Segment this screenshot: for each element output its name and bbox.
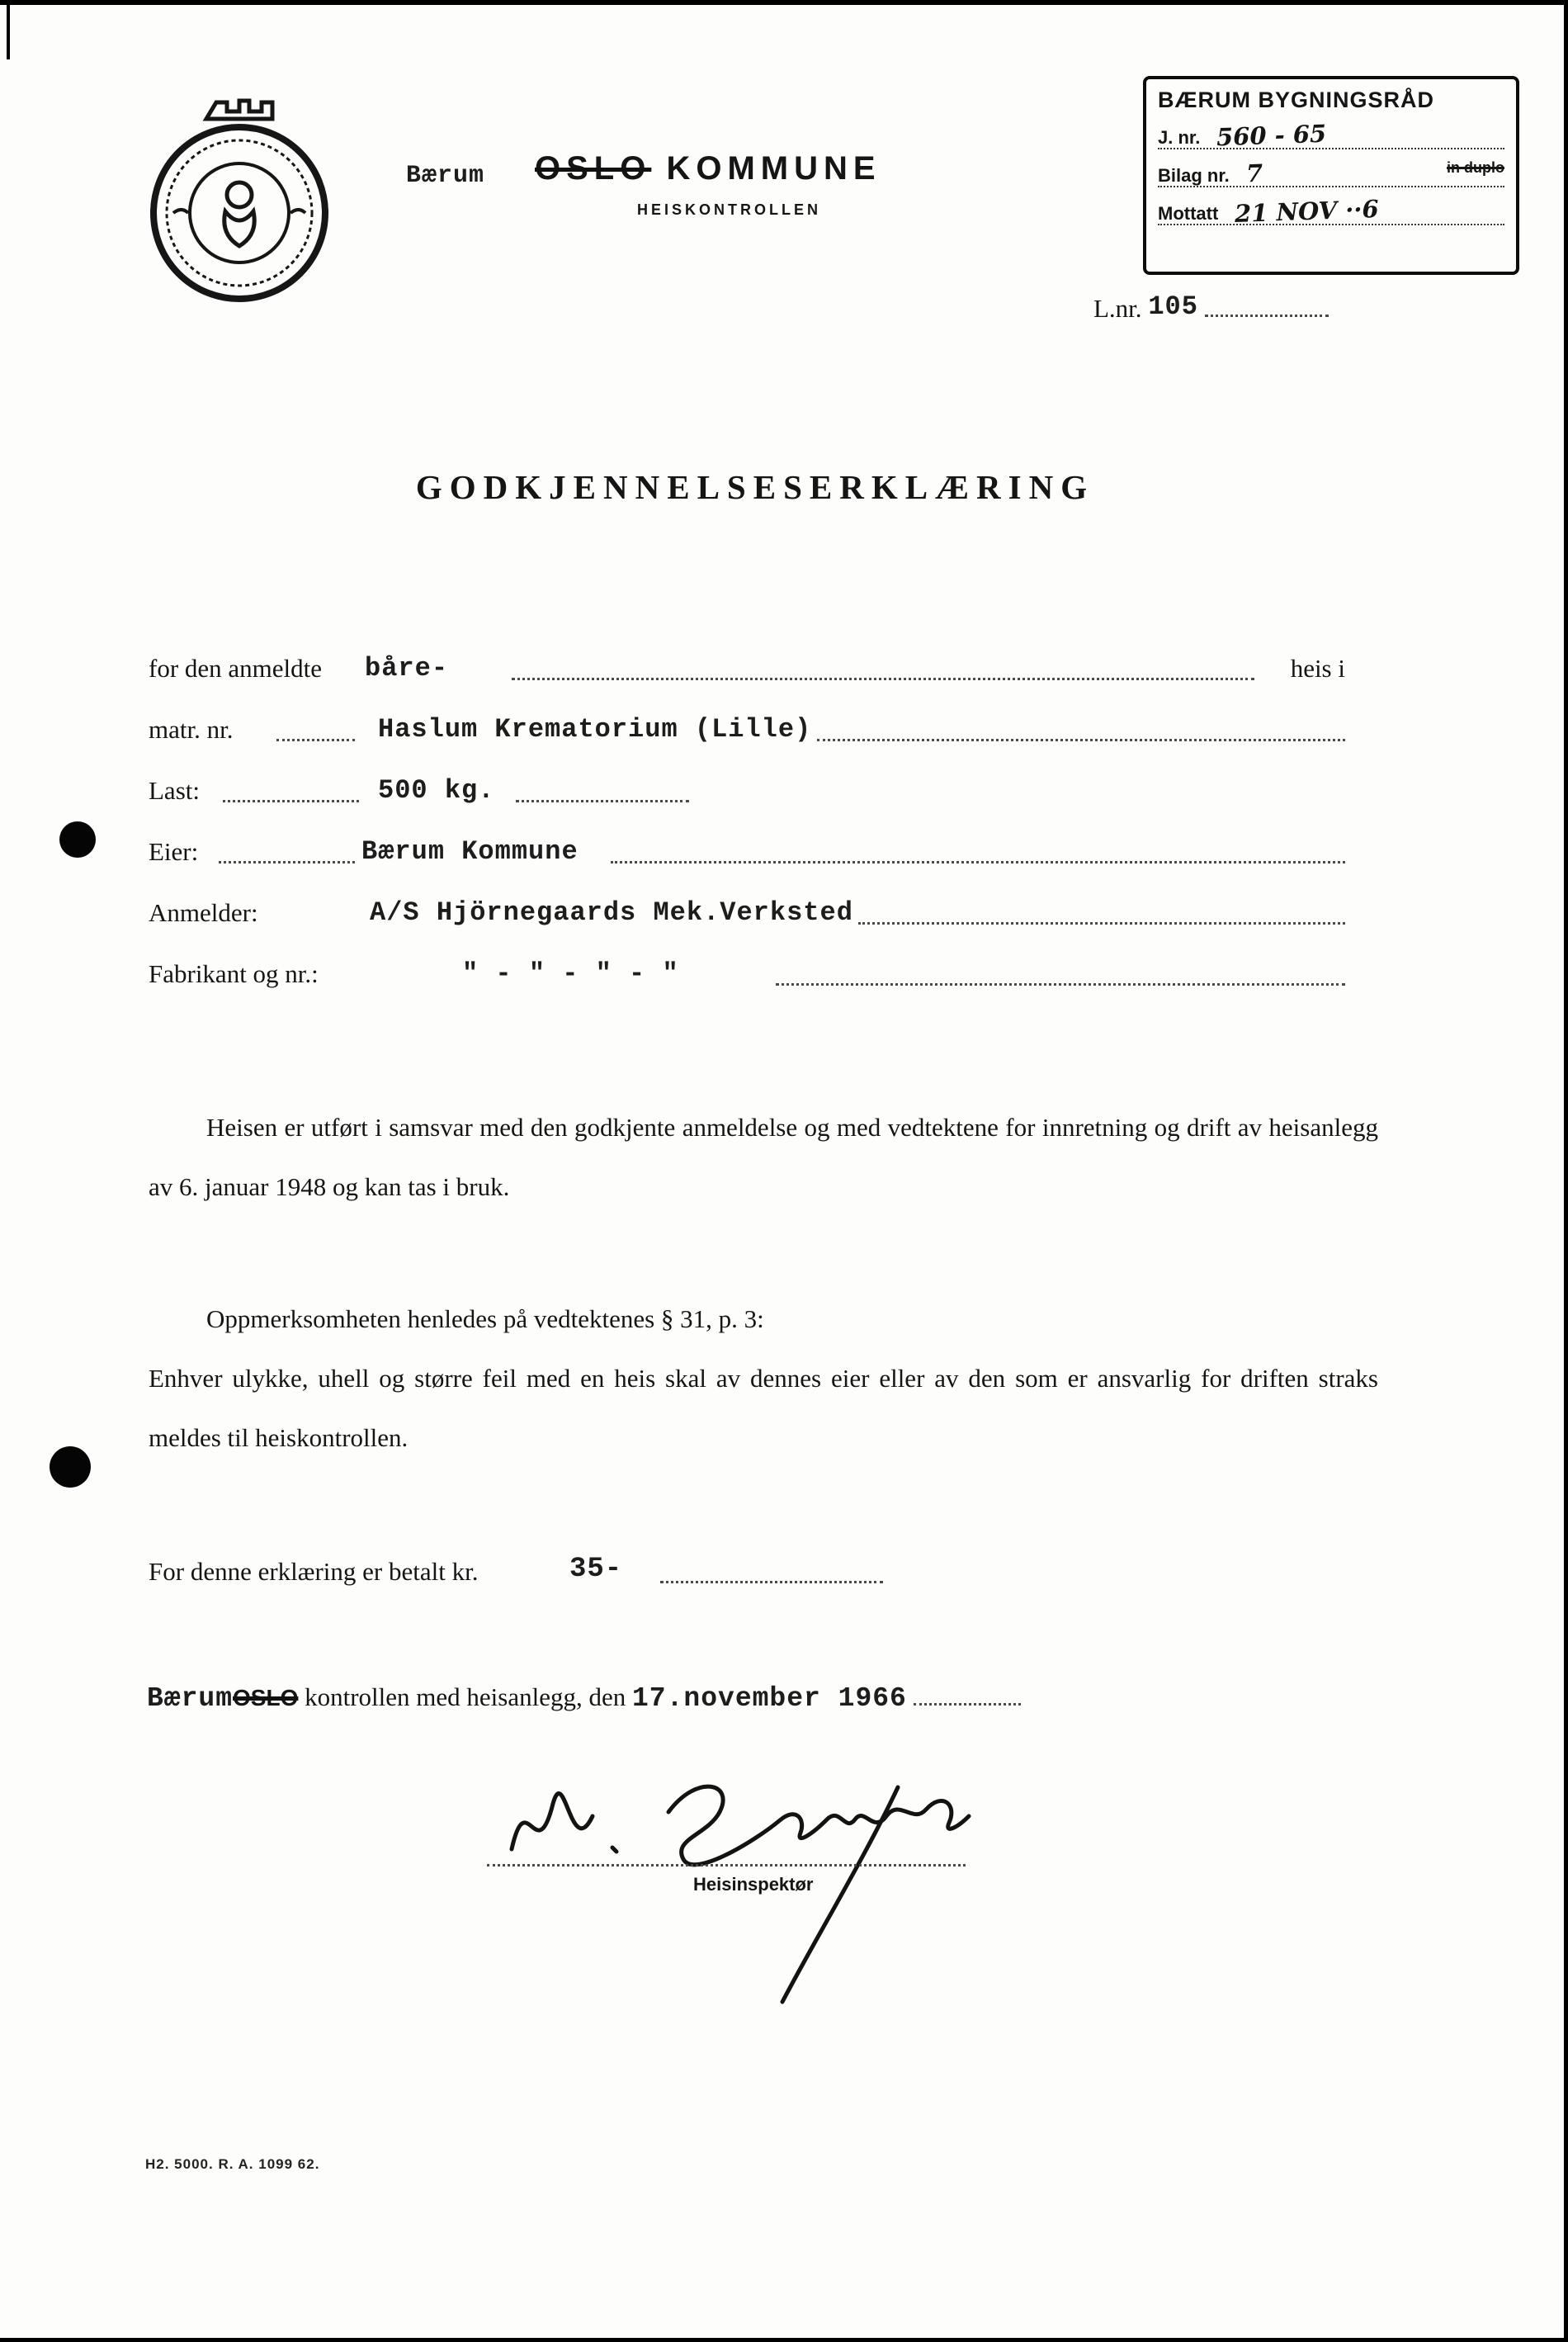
dotted-line — [1205, 289, 1329, 317]
hole-punch-mark-top — [59, 821, 96, 858]
dotted-line — [858, 922, 1345, 925]
dotted-line — [512, 678, 1254, 680]
stamp-mottatt-label: Mottatt — [1158, 203, 1219, 224]
dotted-line — [611, 861, 1345, 863]
stamp-received-row — [1158, 194, 1504, 229]
field-label: Eier: — [149, 837, 199, 866]
form-row-eier — [149, 826, 1370, 872]
dateline-text: kontrollen med heisanlegg, den — [305, 1682, 626, 1711]
dotted-line — [1158, 224, 1504, 225]
hole-punch-mark-bottom — [50, 1446, 91, 1488]
struck-out-city: OSLO — [535, 150, 652, 187]
scan-edge-top — [0, 0, 1568, 5]
field-label: for den anmeldte — [149, 654, 323, 683]
body-paragraph-accidents: Enhver ulykke, uhell og større feil med en heis skal av dennes eier eller av den som er ansvarlig for driften straks meldes til heiskontrollen. — [149, 1364, 1378, 1452]
fee-label: For denne erklæring er betalt kr. — [149, 1557, 479, 1586]
dotted-line — [276, 739, 355, 741]
dotted-line — [817, 739, 1345, 741]
dotted-line — [914, 1677, 1021, 1706]
field-suffix: heis i — [1290, 654, 1345, 683]
scan-edge-left — [7, 0, 10, 59]
stamp-jnr-label: J. nr. — [1158, 127, 1201, 148]
registry-stamp-box — [1143, 76, 1519, 275]
stamp-bilag-value: 7 — [1245, 158, 1263, 188]
document-title: GODKJENNELSESERKLÆRING — [415, 468, 1095, 506]
form-row-anmelder — [149, 887, 1370, 933]
field-value: 500 kg. — [378, 775, 495, 806]
field-label: Anmelder: — [149, 898, 258, 927]
place-date-line — [147, 1677, 1021, 1714]
department-name: HEISKONTROLLEN — [637, 201, 822, 218]
body-paragraph-attention: Oppmerksomheten henledes på vedtektenes § 31, p. 3: — [206, 1304, 764, 1333]
dotted-line — [1158, 148, 1504, 149]
scan-edge-right — [1564, 0, 1568, 2342]
form-row-matr-nr — [149, 703, 1370, 750]
typed-date-value: 17.november 1966 — [632, 1683, 907, 1714]
body-paragraph-compliance: Heisen er utført i samsvar med den godkjente anmeldelse og med vedtektene for innretning og drift av heisanlegg av 6. januar 1948 og kan tas i bruk. — [149, 1113, 1378, 1201]
field-value: " - " - " - " — [462, 958, 679, 989]
form-print-code: H2. 5000. R. A. 1099 62. — [145, 2156, 320, 2172]
stamp-title: BÆRUM BYGNINGSRÅD — [1158, 88, 1435, 112]
stamp-attachment-row — [1158, 159, 1504, 189]
scan-edge-bottom — [0, 2338, 1568, 2342]
typed-place-overwrite: Bærum — [147, 1683, 234, 1714]
dotted-line — [1158, 186, 1504, 187]
field-value: Bærum Kommune — [361, 836, 579, 867]
stamp-journal-number-row — [1158, 121, 1504, 151]
form-row-last — [149, 764, 1370, 811]
form-row-anmeldte — [149, 642, 1370, 688]
lnr-field — [1093, 289, 1329, 325]
field-value: A/S Hjörnegaards Mek.Verksted — [370, 897, 853, 928]
stamp-bilag-suffix: in duplo — [1447, 159, 1504, 176]
dotted-line — [219, 861, 355, 863]
stamp-bilag-label: Bilag nr. — [1158, 165, 1230, 186]
field-label: Last: — [149, 776, 200, 805]
dotted-line — [776, 983, 1345, 986]
field-label: matr. nr. — [149, 715, 234, 744]
signature-block — [462, 1717, 1040, 2014]
organization-name — [535, 150, 881, 187]
dotted-line — [487, 1864, 966, 1867]
field-value: Haslum Krematorium (Lille) — [378, 714, 812, 745]
lnr-value: 105 — [1148, 291, 1198, 322]
field-value: båre- — [365, 653, 449, 684]
field-label: Fabrikant og nr.: — [149, 959, 319, 988]
dotted-line — [660, 1581, 883, 1583]
struck-out-place: OSLO — [233, 1685, 299, 1710]
stamp-jnr-value: 560 - 65 — [1216, 119, 1328, 152]
dotted-line — [223, 800, 359, 802]
form-row-fabrikant — [149, 948, 1370, 994]
dotted-line — [516, 800, 689, 802]
municipal-seal-icon — [140, 89, 338, 324]
lnr-label: L.nr. — [1093, 294, 1142, 323]
signer-title: Heisinspektør — [693, 1874, 814, 1895]
fee-line — [149, 1545, 974, 1592]
typed-municipality-overwrite: Bærum — [406, 162, 485, 190]
organization-name-rest: KOMMUNE — [666, 150, 881, 187]
fee-value: 35- — [569, 1554, 623, 1585]
stamp-mottatt-value: 21 NOV ··6 — [1234, 194, 1380, 229]
